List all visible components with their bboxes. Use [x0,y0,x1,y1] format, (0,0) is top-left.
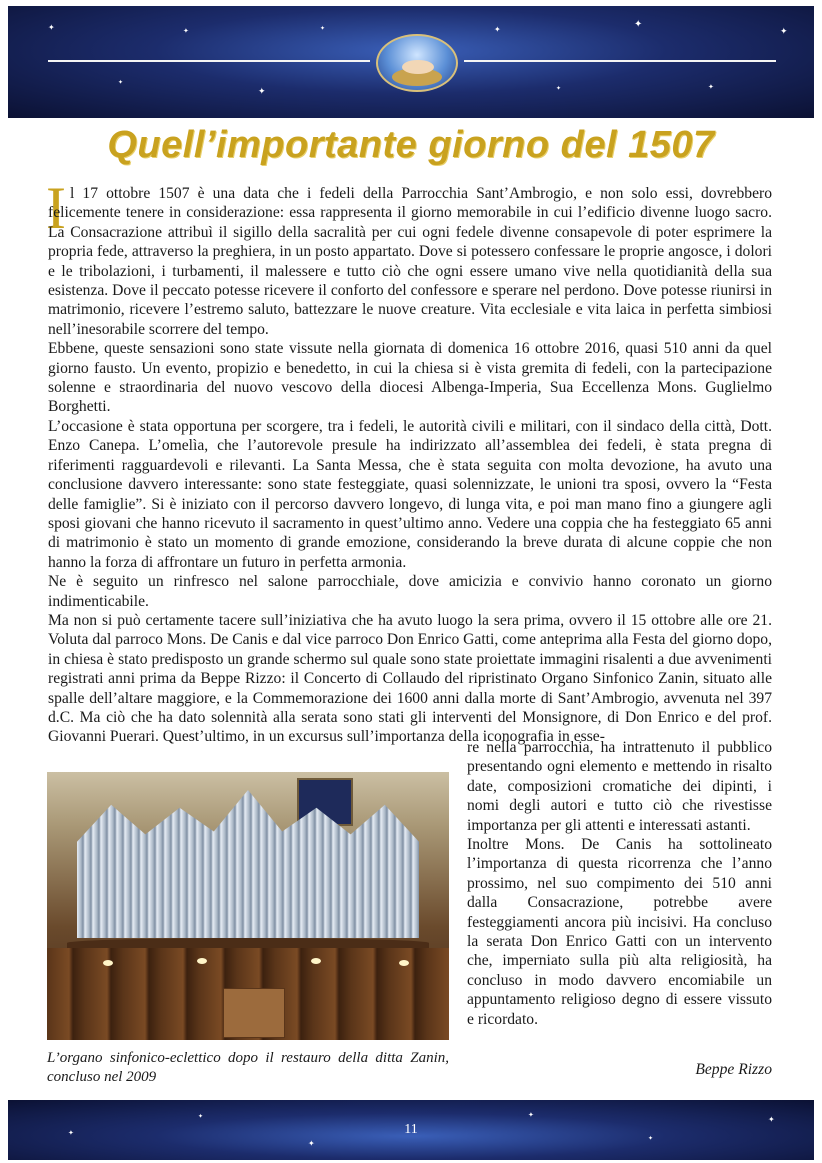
lamp-icon [197,958,207,964]
choir-railing [67,938,429,948]
star-icon: ✦ [48,23,55,32]
paragraph: Ne è seguito un rinfresco nel salone parrocchiale, dove amicizia e convivio hanno coronato un giorno indimenticabile. [48,573,772,610]
star-icon: ✦ [258,87,266,97]
lamp-icon [311,958,321,964]
organ-photo [47,772,449,1040]
star-icon: ✦ [556,85,562,92]
lectern [223,988,285,1038]
page-number: 11 [404,1122,418,1137]
header-divider-left [48,60,370,62]
paragraph: re nella parrocchia, ha intrattenuto il pubblico presentando ogni elemento e mettendo in risalto date, composizioni cromatiche dei dipinti, i nomi degli autori e tutto ciò che rivestisse importanza per gli attenti e interessati astanti. [467,739,772,834]
lamp-icon [103,960,113,966]
star-icon: ✦ [118,79,124,86]
paragraph: L’occasione è stata opportuna per scorgere, tra i fedeli, le autorità civili e militari, con il sindaco della città, Dott. Enzo Canepa. L’omelìa, che l’autorevole presule ha indirizzato all’assemblea dei fedeli, è stata pregna di riferimenti ragguardevoli e rilevanti. La Santa Messa, che è stata seguita con molta devozione, ha avuto una conclusione davvero interessante: sono state festeggiate, quasi solennizzate, le unioni tra sposi, ovvero la “Festa delle famiglie”. Si è iniziato con il percorso davvero longevo, di lunga vita, e poi man mano fino a giungere agli sposi giovani che hanno ricevuto il sacramento in quest’ultimo anno. Vedere una coppia che ha festeggiato 65 anni di matrimonio è stato un momento di grande emozione, considerando la breve durata di alcune coppie che non hanno la forza di affrontare un futuro in perfetta armonia. [48,417,772,571]
star-icon: ✦ [183,27,189,35]
star-icon: ✦ [768,1115,775,1124]
paragraph: Ma non si può certamente tacere sull’iniziativa che ha avuto luogo la sera prima, ovvero il 15 ottobre alle ore 21. Voluta dal parroco Mons. De Canis e dal vice parroco Don Enrico Gatti, come anteprima alla Festa del giorno dopo, in chiesa è stato predisposto un grande schermo sul quale sono state proiettate immagini risalenti a due avvenimenti registrati anni prima da Beppe Rizzo: il Concerto di Collaudo del ripristinato Organo Sinfonico Zanin, situato alle spalle dell’altare maggiore, e la Commemorazione dei 1600 anni dalla morte di Sant’Ambrogio, avvenuta nel 397 d.C. Ma ciò che ha dato solennità alla serata sono stati gli interventi del Monsignore, di Don Enrico e del prof. Giovanni Puerari. Quest’ultimo, in un excursus sull’importanza della iconografia in esse- [48,611,772,746]
star-icon: ✦ [780,27,788,37]
nativity-medallion-icon [376,34,458,92]
paragraph: l 17 ottobre 1507 è una data che i fedeli della Parrocchia Sant’Ambrogio, e non solo essi, dovrebbero felicemente tenere in considerazione: essa rappresenta il giorno memorabile in cui l’edificio divenne luogo sacro. La Consacrazione attribuì il sigillo della sacralità per cui ogni fedele divenne consapevole di poter esprimere la propria fede, attraverso la preghiera, in un posto appartato. Dove si potessero confessare le proprie angosce, i dolori e le tribolazioni, i turbamenti, il malessere e tutto ciò che ogni essere umano vive nella quotidianità della sua esistenza. Dove il peccato potesse ricevere il conforto del confessore e sperare nel perdono. Dove potesse riunirsi in matrimonio, ricevere l’estremo saluto, battezzare le nuove creature. Vita ecclesiale e vita laica in perfetta simbiosi nell’inesorabile scorrere del tempo. [48,185,772,338]
star-icon: ✦ [68,1129,74,1137]
photo-caption: L’organo sinfonico-eclettico dopo il restauro della ditta Zanin, concluso nel 2009 [47,1050,449,1085]
drop-cap: I [46,175,66,241]
article-body-continued [467,738,772,1029]
header-divider-right [464,60,776,62]
star-icon: ✦ [320,25,326,32]
star-icon: ✦ [708,83,714,91]
author-signature: Beppe Rizzo [695,1061,772,1078]
article-body [48,184,772,747]
lamp-icon [399,960,409,966]
star-icon: ✦ [528,1111,534,1119]
organ-pipes [77,790,419,938]
star-icon: ✦ [494,25,501,34]
star-icon: ✦ [634,19,643,30]
star-icon: ✦ [308,1139,315,1148]
header-starry-band [8,6,814,118]
article-title: Quell’importante giorno del 1507 [107,124,715,166]
footer-starry-band [8,1100,814,1160]
paragraph: Inoltre Mons. De Canis ha sottolineato l’importanza di questa ricorrenza che l’anno prossimo, nel suo compimento dei 510 anni dalla Consacrazione, potrebbe avere festeggiamenti ancora più incisivi. Ha concluso la serata Don Enrico Gatti con un intervento che, imperniato sulla più alta religiosità, ha concluso in modo davvero encomiabile un appuntamento religioso degno di essere vissuto e ricordato. [467,836,772,1028]
star-icon: ✦ [198,1113,204,1120]
paragraph: Ebbene, queste sensazioni sono state vissute nella giornata di domenica 16 ottobre 2016, quasi 510 anni da quel giorno fausto. Un evento, propizio e benedetto, in cui la chiesa si è vista gremita di fedeli, con la partecipazione solenne e straordinaria del nuovo vescovo della diocesi Albenga-Imperia, Sua Eccellenza Mons. Guglielmo Borghetti. [48,340,772,416]
star-icon: ✦ [648,1135,654,1142]
